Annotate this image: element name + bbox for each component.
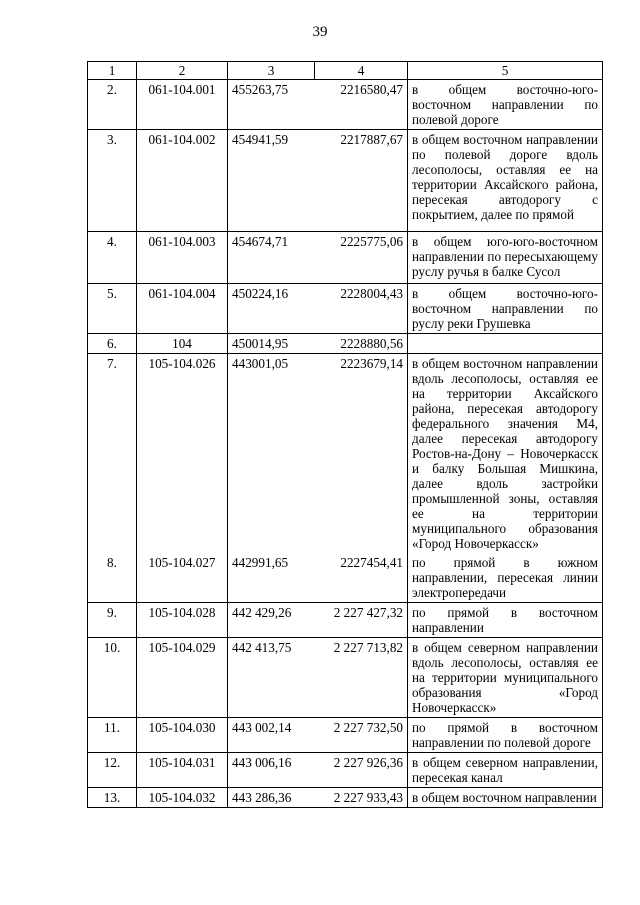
boundary-description: по прямой в южном направлении, пересекая линии электропередачи (408, 553, 603, 603)
point-code: 061-104.001 (137, 80, 228, 130)
coord-x: 443 006,16 (228, 753, 315, 788)
row-number: 6. (88, 334, 137, 354)
boundary-description (408, 334, 603, 354)
coord-y: 2 227 926,36 (315, 753, 408, 788)
coord-x: 454674,71 (228, 232, 315, 284)
coord-x: 454941,59 (228, 130, 315, 232)
row-number: 8. (88, 553, 137, 603)
row-number: 12. (88, 753, 137, 788)
row-number: 11. (88, 718, 137, 753)
coord-y: 2 227 713,82 (315, 638, 408, 718)
header-col-2: 2 (137, 62, 228, 80)
coord-x: 442991,65 (228, 553, 315, 603)
row-number: 7. (88, 354, 137, 554)
coord-x: 450014,95 (228, 334, 315, 354)
boundary-description: в общем восточном направлении вдоль лесополосы, оставляя ее на территории Аксайского района, пересекая автодорогу федерального значения М4, далее пересекая автодорогу Ростов-на-Дону – Новочеркасск и балку Большая Мишкина, далее вдоль застройки промышленной зоны, оставляя ее на территории муниципального образования «Город Новочеркасск» (408, 354, 603, 554)
table-row (88, 232, 603, 284)
table-header-row (88, 62, 603, 80)
page-number: 39 (312, 24, 328, 40)
coord-y: 2 227 732,50 (315, 718, 408, 753)
table-row (88, 284, 603, 334)
boundary-description: в общем восточном направлении (408, 788, 603, 808)
table-row (88, 753, 603, 788)
table-row (88, 553, 603, 603)
point-code: 105-104.028 (137, 603, 228, 638)
header-col-1: 1 (88, 62, 137, 80)
header-col-3: 3 (228, 62, 315, 80)
point-code: 104 (137, 334, 228, 354)
coord-x: 455263,75 (228, 80, 315, 130)
boundary-description: в общем восточном направлении по полевой дороге вдоль лесополосы, оставляя ее на территории Аксайского района, пересекая автодорогу с покрытием, далее по прямой (408, 130, 603, 232)
coord-y: 2 227 933,43 (315, 788, 408, 808)
boundary-description: по прямой в восточном направлении (408, 603, 603, 638)
boundary-coordinates-table (87, 61, 603, 808)
point-code: 105-104.029 (137, 638, 228, 718)
table-row (88, 130, 603, 232)
point-code: 105-104.030 (137, 718, 228, 753)
coord-x: 450224,16 (228, 284, 315, 334)
table-row (88, 638, 603, 718)
row-number: 13. (88, 788, 137, 808)
coord-y: 2225775,06 (315, 232, 408, 284)
coord-x: 442 429,26 (228, 603, 315, 638)
point-code: 061-104.004 (137, 284, 228, 334)
boundary-description: по прямой в восточном направлении по полевой дороге (408, 718, 603, 753)
coord-x: 442 413,75 (228, 638, 315, 718)
coord-y: 2223679,14 (315, 354, 408, 554)
table-row (88, 788, 603, 808)
boundary-description: в общем северном направлении, пересекая канал (408, 753, 603, 788)
row-number: 10. (88, 638, 137, 718)
row-number: 5. (88, 284, 137, 334)
header-col-5: 5 (408, 62, 603, 80)
point-code: 061-104.003 (137, 232, 228, 284)
point-code: 105-104.032 (137, 788, 228, 808)
point-code: 061-104.002 (137, 130, 228, 232)
row-number: 9. (88, 603, 137, 638)
row-number: 4. (88, 232, 137, 284)
table-row (88, 334, 603, 354)
boundary-description: в общем восточно-юго-восточном направлении по руслу реки Грушевка (408, 284, 603, 334)
table-row (88, 80, 603, 130)
coord-y: 2228004,43 (315, 284, 408, 334)
table-row (88, 718, 603, 753)
row-number: 2. (88, 80, 137, 130)
point-code: 105-104.027 (137, 553, 228, 603)
point-code: 105-104.026 (137, 354, 228, 554)
coord-x: 443001,05 (228, 354, 315, 554)
coord-x: 443 286,36 (228, 788, 315, 808)
point-code: 105-104.031 (137, 753, 228, 788)
coord-x: 443 002,14 (228, 718, 315, 753)
header-col-4: 4 (315, 62, 408, 80)
coord-y: 2216580,47 (315, 80, 408, 130)
table-row (88, 354, 603, 554)
coord-y: 2 227 427,32 (315, 603, 408, 638)
row-number: 3. (88, 130, 137, 232)
coord-y: 2227454,41 (315, 553, 408, 603)
boundary-description: в общем юго-юго-восточном направлении по пересыхающему руслу ручья в балке Сусол (408, 232, 603, 284)
coord-y: 2228880,56 (315, 334, 408, 354)
table-row (88, 603, 603, 638)
boundary-description: в общем северном направлении вдоль лесополосы, оставляя ее на территории муниципального образования «Город Новочеркасск» (408, 638, 603, 718)
boundary-description: в общем восточно-юго-восточном направлении по полевой дороге (408, 80, 603, 130)
coord-y: 2217887,67 (315, 130, 408, 232)
